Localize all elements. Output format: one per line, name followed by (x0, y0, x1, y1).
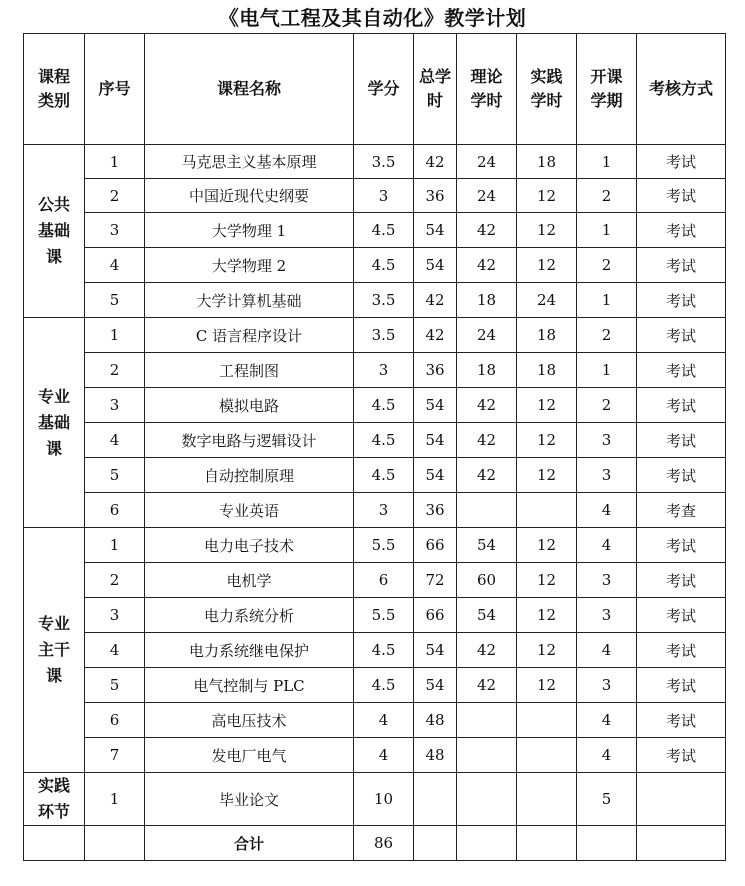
cell-seq: 4 (85, 423, 145, 458)
cell-theory-hours: 54 (457, 528, 517, 563)
cell-seq: 1 (85, 773, 145, 826)
table-row (24, 738, 726, 773)
header-semester: 开课 学期 (577, 34, 637, 145)
cell-semester: 4 (577, 738, 637, 773)
table-row (24, 703, 726, 738)
category-label-line: 专业 (37, 614, 70, 633)
cell-semester: 4 (577, 703, 637, 738)
cell-practice-hours: 12 (517, 388, 577, 423)
cell-semester: 1 (577, 145, 637, 179)
cell-credits: 5.5 (354, 598, 414, 633)
cell-assessment: 考试 (637, 598, 726, 633)
cell-total-hours: 54 (414, 423, 457, 458)
cell-semester: 1 (577, 353, 637, 388)
cell-practice-hours: 12 (517, 458, 577, 493)
cell-theory-hours: 42 (457, 388, 517, 423)
cell-total-hours: 54 (414, 388, 457, 423)
category-label-line: 课 (45, 247, 62, 266)
cell-practice-hours: 12 (517, 423, 577, 458)
cell-assessment: 考查 (637, 493, 726, 528)
category-label-line: 实践 (37, 776, 70, 795)
cell-assessment: 考试 (637, 633, 726, 668)
cell-course-name: 大学物理 2 (145, 248, 354, 283)
cell-assessment (637, 773, 726, 826)
cell-theory-hours (457, 703, 517, 738)
cell-seq: 5 (85, 668, 145, 703)
cell-assessment: 考试 (637, 179, 726, 213)
table-row (24, 423, 726, 458)
cell-semester: 3 (577, 598, 637, 633)
cell-semester: 1 (577, 213, 637, 248)
cell-total-hours: 36 (414, 179, 457, 213)
cell-credits: 4.5 (354, 668, 414, 703)
cell-course-name: 毕业论文 (145, 773, 354, 826)
cell-course-name: 模拟电路 (145, 388, 354, 423)
cell-practice-hours: 12 (517, 563, 577, 598)
cell-theory-hours: 42 (457, 248, 517, 283)
cell-assessment: 考试 (637, 738, 726, 773)
cell-practice-hours (517, 773, 577, 826)
cell-semester: 5 (577, 773, 637, 826)
category-label-line: 课 (45, 438, 62, 458)
cell-course-name: 数字电路与逻辑设计 (145, 423, 354, 458)
cell-total-hours: 42 (414, 318, 457, 353)
cell-course-name: 大学物理 1 (145, 213, 354, 248)
cell-assessment: 考试 (637, 668, 726, 703)
cell-course-name: 马克思主义基本原理 (145, 145, 354, 179)
table-row (24, 318, 726, 353)
cell-credits: 10 (354, 773, 414, 826)
table-row (24, 668, 726, 703)
cell-practice-hours: 18 (517, 353, 577, 388)
cell-assessment: 考试 (637, 353, 726, 388)
cell-total-hours: 48 (414, 703, 457, 738)
cell-seq: 3 (85, 213, 145, 248)
category-label-line: 专业 (37, 386, 70, 406)
cell-credits: 3.5 (354, 318, 414, 353)
cell-credits: 3 (354, 493, 414, 528)
category-label-line: 基础 (37, 221, 70, 240)
cell-practice-hours (517, 703, 577, 738)
cell-theory-hours: 42 (457, 423, 517, 458)
table-row (24, 598, 726, 633)
table-row (24, 563, 726, 598)
total-label: 合计 (145, 826, 354, 861)
cell-semester: 4 (577, 633, 637, 668)
cell-total-hours: 42 (414, 145, 457, 179)
cell-theory-hours: 60 (457, 563, 517, 598)
cell-course-name: 电力电子技术 (145, 528, 354, 563)
cell-course-name: 高电压技术 (145, 703, 354, 738)
cell-course-name: 电力系统继电保护 (145, 633, 354, 668)
cell-credits: 3 (354, 179, 414, 213)
category-label-line: 公共 (37, 195, 70, 214)
total-empty-cell (457, 826, 517, 861)
table-row (24, 458, 726, 493)
cell-total-hours: 36 (414, 493, 457, 528)
cell-theory-hours: 18 (457, 283, 517, 318)
cell-seq: 4 (85, 248, 145, 283)
total-row (24, 826, 726, 861)
category-label-line: 课 (45, 666, 62, 685)
cell-course-name: 自动控制原理 (145, 458, 354, 493)
cell-assessment: 考试 (637, 318, 726, 353)
total-empty-cell (517, 826, 577, 861)
cell-seq: 2 (85, 563, 145, 598)
table-row (24, 633, 726, 668)
cell-practice-hours: 12 (517, 598, 577, 633)
cell-practice-hours: 12 (517, 213, 577, 248)
table-body (24, 145, 726, 861)
cell-credits: 4.5 (354, 423, 414, 458)
cell-course-name: 工程制图 (145, 353, 354, 388)
cell-total-hours: 66 (414, 598, 457, 633)
table-row (24, 179, 726, 213)
cell-assessment: 考试 (637, 248, 726, 283)
cell-assessment: 考试 (637, 423, 726, 458)
cell-total-hours: 42 (414, 283, 457, 318)
cell-practice-hours: 18 (517, 318, 577, 353)
cell-credits: 4 (354, 738, 414, 773)
cell-seq: 2 (85, 353, 145, 388)
header-practice-hours: 实践 学时 (517, 34, 577, 145)
cell-seq: 1 (85, 528, 145, 563)
cell-total-hours: 54 (414, 668, 457, 703)
table-row (24, 773, 726, 826)
cell-total-hours: 54 (414, 213, 457, 248)
cell-theory-hours: 42 (457, 213, 517, 248)
cell-seq: 5 (85, 283, 145, 318)
header-theory-hours: 理论 学时 (457, 34, 517, 145)
cell-total-hours: 54 (414, 633, 457, 668)
cell-seq: 1 (85, 318, 145, 353)
cell-theory-hours: 18 (457, 353, 517, 388)
cell-assessment: 考试 (637, 283, 726, 318)
category-cell (24, 145, 85, 318)
cell-course-name: 大学计算机基础 (145, 283, 354, 318)
table-row (24, 145, 726, 179)
cell-semester: 4 (577, 493, 637, 528)
cell-seq: 6 (85, 703, 145, 738)
cell-credits: 3 (354, 353, 414, 388)
cell-seq: 2 (85, 179, 145, 213)
category-cell (24, 318, 85, 528)
cell-practice-hours: 18 (517, 145, 577, 179)
total-empty-cell (24, 826, 85, 861)
cell-credits: 4.5 (354, 633, 414, 668)
cell-theory-hours (457, 493, 517, 528)
cell-seq: 7 (85, 738, 145, 773)
cell-theory-hours: 24 (457, 318, 517, 353)
cell-credits: 4 (354, 703, 414, 738)
cell-credits: 4.5 (354, 458, 414, 493)
cell-course-name: 专业英语 (145, 493, 354, 528)
cell-course-name: 发电厂电气 (145, 738, 354, 773)
cell-assessment: 考试 (637, 213, 726, 248)
cell-practice-hours: 12 (517, 668, 577, 703)
total-credits: 86 (354, 826, 414, 861)
cell-semester: 2 (577, 179, 637, 213)
cell-credits: 6 (354, 563, 414, 598)
cell-theory-hours: 24 (457, 145, 517, 179)
cell-total-hours: 36 (414, 353, 457, 388)
table-row (24, 493, 726, 528)
page-title: 《电气工程及其自动化》教学计划 (218, 6, 527, 30)
cell-assessment: 考试 (637, 703, 726, 738)
cell-course-name: 电机学 (145, 563, 354, 598)
cell-credits: 3.5 (354, 283, 414, 318)
header-assessment: 考核方式 (637, 34, 726, 145)
cell-credits: 4.5 (354, 248, 414, 283)
cell-seq: 4 (85, 633, 145, 668)
table-row (24, 528, 726, 563)
cell-practice-hours: 24 (517, 283, 577, 318)
cell-seq: 5 (85, 458, 145, 493)
category-label-line: 主干 (37, 640, 70, 659)
cell-semester: 3 (577, 668, 637, 703)
cell-seq: 3 (85, 598, 145, 633)
table-row (24, 388, 726, 423)
cell-semester: 2 (577, 248, 637, 283)
header-category: 课程 类别 (24, 34, 85, 145)
cell-theory-hours: 24 (457, 179, 517, 213)
cell-seq: 1 (85, 145, 145, 179)
cell-course-name: 电力系统分析 (145, 598, 354, 633)
cell-credits: 4.5 (354, 388, 414, 423)
total-empty-cell (414, 826, 457, 861)
category-label-line: 环节 (37, 802, 70, 821)
cell-semester: 3 (577, 423, 637, 458)
cell-total-hours: 72 (414, 563, 457, 598)
cell-credits: 3.5 (354, 145, 414, 179)
category-cell (24, 528, 85, 773)
category-label-line: 基础 (37, 412, 70, 432)
cell-assessment: 考试 (637, 458, 726, 493)
cell-semester: 2 (577, 318, 637, 353)
total-empty-cell (577, 826, 637, 861)
cell-semester: 3 (577, 563, 637, 598)
cell-theory-hours: 42 (457, 668, 517, 703)
cell-semester: 3 (577, 458, 637, 493)
cell-assessment: 考试 (637, 388, 726, 423)
total-empty-cell (85, 826, 145, 861)
total-empty-cell (637, 826, 726, 861)
cell-total-hours: 48 (414, 738, 457, 773)
cell-total-hours: 54 (414, 458, 457, 493)
cell-theory-hours (457, 773, 517, 826)
table-header-row (24, 34, 726, 145)
cell-course-name: 电气控制与 PLC (145, 668, 354, 703)
table-row (24, 353, 726, 388)
cell-credits: 4.5 (354, 213, 414, 248)
table-row (24, 283, 726, 318)
header-seq: 序号 (85, 34, 145, 145)
cell-practice-hours (517, 738, 577, 773)
cell-assessment: 考试 (637, 563, 726, 598)
cell-practice-hours: 12 (517, 633, 577, 668)
cell-theory-hours (457, 738, 517, 773)
header-name: 课程名称 (145, 34, 354, 145)
teaching-plan-table (23, 33, 726, 861)
cell-semester: 1 (577, 283, 637, 318)
cell-practice-hours: 12 (517, 248, 577, 283)
cell-total-hours: 66 (414, 528, 457, 563)
cell-assessment: 考试 (637, 528, 726, 563)
cell-practice-hours (517, 493, 577, 528)
cell-semester: 4 (577, 528, 637, 563)
cell-assessment: 考试 (637, 145, 726, 179)
cell-practice-hours: 12 (517, 179, 577, 213)
cell-theory-hours: 42 (457, 458, 517, 493)
cell-theory-hours: 42 (457, 633, 517, 668)
cell-theory-hours: 54 (457, 598, 517, 633)
cell-practice-hours: 12 (517, 528, 577, 563)
header-credits: 学分 (354, 34, 414, 145)
cell-course-name: C 语言程序设计 (145, 318, 354, 353)
cell-course-name: 中国近现代史纲要 (145, 179, 354, 213)
cell-seq: 6 (85, 493, 145, 528)
category-cell (24, 773, 85, 826)
table-row (24, 213, 726, 248)
cell-credits: 5.5 (354, 528, 414, 563)
table-row (24, 248, 726, 283)
cell-semester: 2 (577, 388, 637, 423)
header-total-hours: 总学 时 (414, 34, 457, 145)
cell-total-hours: 54 (414, 248, 457, 283)
cell-seq: 3 (85, 388, 145, 423)
cell-total-hours (414, 773, 457, 826)
